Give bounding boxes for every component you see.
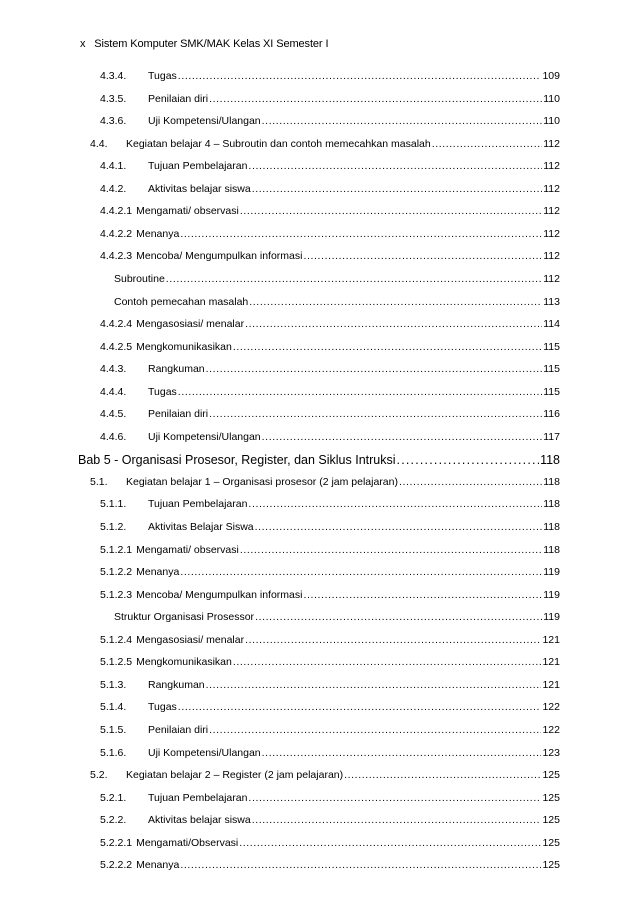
- toc-page-number: 118: [543, 498, 560, 511]
- toc-entry[interactable]: [100, 408, 560, 424]
- toc-entry-title: Mengasosiasi/ menalar: [136, 318, 245, 331]
- toc-entry-number: 4.3.4.: [100, 70, 127, 82]
- toc-entry-title: Bab 5 - Organisasi Prosesor, Register, dan Siklus Intruksi: [78, 453, 396, 468]
- toc-entry[interactable]: [114, 273, 560, 289]
- toc-entry[interactable]: [100, 679, 560, 695]
- toc-entry-number: 4.4.6.: [100, 430, 127, 443]
- toc-page-number: 125: [542, 814, 560, 827]
- toc-page-number: 112: [543, 160, 560, 173]
- toc-page-number: 121: [542, 656, 560, 669]
- toc-dot-leader: [239, 205, 542, 217]
- toc-dot-leader: [261, 431, 543, 443]
- toc-chapter-entry[interactable]: [78, 453, 560, 469]
- toc-entry-title: Kegiatan belajar 4 – Subroutin dan contoh memecahkan masalah: [126, 137, 431, 150]
- toc-dot-leader: [247, 792, 541, 804]
- toc-entry[interactable]: [100, 70, 560, 86]
- toc-page-number: 112: [543, 250, 560, 263]
- toc-entry-title: Penilaian diri: [148, 92, 209, 105]
- toc-page-number: 118: [540, 453, 560, 468]
- toc-page-number: 117: [543, 430, 560, 443]
- toc-dot-leader: [179, 228, 542, 240]
- toc-entry-number: 5.1.4.: [100, 701, 127, 714]
- toc-entry[interactable]: [100, 859, 560, 875]
- toc-entry-title: Menanya: [136, 227, 180, 240]
- toc-dot-leader: [179, 859, 541, 871]
- toc-entry[interactable]: [100, 183, 560, 199]
- toc-entry[interactable]: [100, 228, 560, 244]
- toc-entry-number: 4.4.5.: [100, 408, 127, 421]
- toc-entry[interactable]: [90, 769, 560, 785]
- toc-entry-number: 4.4.1.: [100, 160, 127, 173]
- toc-entry-title: Menanya: [136, 566, 180, 579]
- toc-entry[interactable]: [100, 589, 560, 605]
- toc-entry[interactable]: [100, 656, 560, 672]
- toc-dot-leader: [251, 814, 542, 826]
- toc-entry-number: 4.4.2.1: [100, 205, 133, 218]
- toc-entry[interactable]: [100, 566, 560, 582]
- toc-entry-title: Mengamati/ observasi: [136, 543, 239, 556]
- toc-dot-leader: [302, 589, 542, 601]
- toc-page-number: 122: [542, 701, 560, 714]
- toc-entry-title: Rangkuman: [148, 363, 205, 376]
- toc-entry[interactable]: [100, 386, 560, 402]
- toc-dot-leader: [232, 341, 542, 353]
- toc-entry-title: Aktivitas belajar siswa: [148, 814, 251, 827]
- toc-entry-number: 5.1.2.2: [100, 566, 133, 579]
- toc-entry-title: Mengasosiasi/ menalar: [136, 633, 245, 646]
- toc-page-number: 112: [543, 182, 560, 195]
- toc-entry-title: Mengamati/ observasi: [136, 205, 239, 218]
- toc-entry-title: Struktur Organisasi Prosessor: [114, 611, 255, 624]
- toc-entry-title: Menanya: [136, 859, 180, 872]
- toc-entry-number: 4.3.5.: [100, 92, 127, 105]
- toc-dot-leader: [261, 747, 542, 759]
- toc-page-number: 116: [543, 408, 560, 421]
- toc-entry[interactable]: [100, 498, 560, 514]
- toc-entry[interactable]: [100, 747, 560, 763]
- toc-page-number: 112: [543, 272, 560, 285]
- toc-entry[interactable]: [100, 837, 560, 853]
- toc-dot-leader: [343, 769, 541, 781]
- toc-dot-leader: [244, 634, 541, 646]
- toc-dot-leader: [205, 363, 543, 375]
- toc-page-number: 125: [542, 859, 560, 872]
- toc-dot-leader: [398, 476, 542, 488]
- toc-entry[interactable]: [100, 93, 560, 109]
- toc-entry-title: Tugas: [148, 70, 177, 82]
- toc-entry-title: Subroutine: [114, 272, 165, 285]
- toc-page-number: 112: [543, 137, 560, 150]
- toc-entry[interactable]: [100, 724, 560, 740]
- toc-entry-title: Rangkuman: [148, 678, 205, 691]
- toc-entry-title: Kegiatan belajar 2 – Register (2 jam pelajaran): [126, 769, 344, 782]
- toc-entry-number: 5.2.2.1: [100, 836, 133, 849]
- toc-dot-leader: [208, 724, 541, 736]
- page-number: x: [80, 38, 86, 50]
- toc-entry[interactable]: [100, 814, 560, 830]
- toc-entry-title: Mengkomunikasikan: [136, 656, 232, 669]
- toc-dot-leader: [244, 318, 542, 330]
- page-header: [80, 38, 328, 50]
- toc-entry-title: Mengamati/Observasi: [136, 836, 239, 849]
- toc-entry-number: 5.1.1.: [100, 498, 127, 511]
- toc-entry-title: Kegiatan belajar 1 – Organisasi prosesor (2 jam pelajaran): [126, 475, 398, 488]
- toc-entry-number: 4.4.: [90, 137, 108, 150]
- toc-entry-number: 4.4.2.2: [100, 227, 133, 240]
- toc-dot-leader: [208, 93, 542, 105]
- toc-entry-number: 5.1.5.: [100, 723, 127, 736]
- toc-entry[interactable]: [100, 160, 560, 176]
- toc-entry-number: 5.2.1.: [100, 791, 127, 804]
- toc-dot-leader: [247, 160, 542, 172]
- toc-dot-leader: [165, 273, 542, 285]
- toc-page-number: 118: [543, 521, 560, 533]
- toc-entry-number: 4.4.2.: [100, 182, 127, 195]
- toc-entry-number: 5.1.2.1: [100, 543, 133, 556]
- toc-entry[interactable]: [100, 341, 560, 357]
- toc-entry-title: Penilaian diri: [148, 723, 209, 736]
- toc-entry-number: 4.4.2.5: [100, 340, 133, 353]
- toc-entry[interactable]: [100, 701, 560, 717]
- toc-page-number: 115: [543, 340, 560, 353]
- toc-entry[interactable]: [90, 138, 560, 154]
- toc-entry[interactable]: [100, 634, 560, 650]
- toc-entry[interactable]: [100, 792, 560, 808]
- toc-dot-leader: [177, 386, 542, 398]
- toc-entry-title: Uji Kompetensi/Ulangan: [148, 430, 261, 443]
- toc-entry[interactable]: [114, 611, 560, 627]
- toc-page-number: 121: [542, 678, 560, 691]
- toc-page-number: 110: [543, 92, 560, 105]
- toc-entry-number: 5.1.2.5: [100, 656, 133, 669]
- toc-page-number: 118: [543, 475, 560, 488]
- toc-page-number: 114: [543, 318, 560, 331]
- toc-entry[interactable]: [100, 318, 560, 334]
- toc-entry-title: Tujuan Pembelajaran: [148, 160, 248, 173]
- toc-entry-title: Tujuan Pembelajaran: [148, 791, 248, 804]
- toc-entry-number: 4.3.6.: [100, 115, 127, 128]
- toc-entry-number: 5.1.: [90, 475, 108, 488]
- toc-page-number: 119: [543, 566, 560, 579]
- toc-entry[interactable]: [100, 521, 560, 537]
- toc-page-number: 112: [543, 227, 560, 240]
- toc-dot-leader: [254, 611, 542, 623]
- toc-entry[interactable]: [100, 431, 560, 447]
- toc-entry-title: Aktivitas belajar siswa: [148, 182, 251, 195]
- toc-entry[interactable]: [114, 296, 560, 312]
- toc-page-number: 113: [543, 295, 560, 308]
- toc-page-number: 110: [543, 115, 560, 128]
- toc-entry-title: Mencoba/ Mengumpulkan informasi: [136, 250, 303, 263]
- toc-entry[interactable]: [100, 205, 560, 221]
- toc-page-number: 122: [542, 723, 560, 736]
- toc-entry-number: 5.2.2.2: [100, 859, 133, 872]
- toc-entry-title: Aktivitas Belajar Siswa: [148, 521, 254, 533]
- toc-entry[interactable]: [90, 476, 560, 492]
- toc-entry[interactable]: [100, 363, 560, 379]
- toc-entry-number: 4.4.4.: [100, 385, 127, 398]
- toc-dot-leader: [396, 453, 540, 467]
- toc-dot-leader: [232, 656, 542, 668]
- toc-entry-number: 5.1.2.: [100, 521, 127, 533]
- toc-entry[interactable]: [100, 250, 560, 266]
- toc-entry-number: 5.1.6.: [100, 746, 127, 759]
- toc-entry-number: 5.1.3.: [100, 678, 127, 691]
- toc-entry-title: Mencoba/ Mengumpulkan informasi: [136, 588, 303, 601]
- toc-entry-title: Mengkomunikasikan: [136, 340, 232, 353]
- toc-entry-number: 4.4.2.3: [100, 250, 133, 263]
- toc-entry-number: 5.1.2.3: [100, 588, 133, 601]
- toc-page-number: 125: [542, 836, 560, 849]
- toc-dot-leader: [177, 701, 542, 713]
- toc-entry-title: Tugas: [148, 385, 177, 398]
- toc-entry-number: 5.1.2.4: [100, 633, 133, 646]
- toc-dot-leader: [251, 183, 543, 195]
- toc-entry-title: Tujuan Pembelajaran: [148, 498, 248, 511]
- toc-page-number: 119: [543, 611, 560, 624]
- toc-dot-leader: [177, 70, 542, 82]
- toc-dot-leader: [238, 837, 541, 849]
- toc-entry[interactable]: [100, 544, 560, 560]
- toc-dot-leader: [208, 408, 542, 420]
- toc-dot-leader: [261, 115, 543, 127]
- toc-dot-leader: [254, 521, 543, 533]
- toc-entry-title: Tugas: [148, 701, 177, 714]
- toc-dot-leader: [302, 250, 542, 262]
- toc-page-number: 109: [542, 70, 560, 82]
- toc-entry-number: 4.4.3.: [100, 363, 127, 376]
- toc-dot-leader: [239, 544, 542, 556]
- toc-page-number: 115: [543, 385, 560, 398]
- toc-dot-leader: [179, 566, 542, 578]
- toc-dot-leader: [431, 138, 543, 150]
- toc-page-number: 115: [543, 363, 560, 376]
- toc-page-number: 112: [543, 205, 560, 218]
- toc-entry-title: Uji Kompetensi/Ulangan: [148, 746, 261, 759]
- toc-entry-number: 5.2.2.: [100, 814, 127, 827]
- toc-page-number: 123: [542, 746, 560, 759]
- toc-dot-leader: [248, 296, 542, 308]
- toc-dot-leader: [247, 498, 542, 510]
- book-title: Sistem Komputer SMK/MAK Kelas XI Semester I: [94, 38, 329, 50]
- toc-page-number: 121: [542, 633, 560, 646]
- toc-page-number: 118: [543, 543, 560, 556]
- toc-entry-title: Uji Kompetensi/Ulangan: [148, 115, 261, 128]
- toc-page-number: 125: [542, 791, 560, 804]
- toc-entry-title: Penilaian diri: [148, 408, 209, 421]
- toc-entry-title: Contoh pemecahan masalah: [114, 295, 249, 308]
- toc-entry-number: 5.2.: [90, 769, 108, 782]
- toc-dot-leader: [205, 679, 542, 691]
- toc-entry[interactable]: [100, 115, 560, 131]
- toc-entry-number: 4.4.2.4: [100, 318, 133, 331]
- toc-page-number: 119: [543, 588, 560, 601]
- toc-page-number: 125: [542, 769, 560, 782]
